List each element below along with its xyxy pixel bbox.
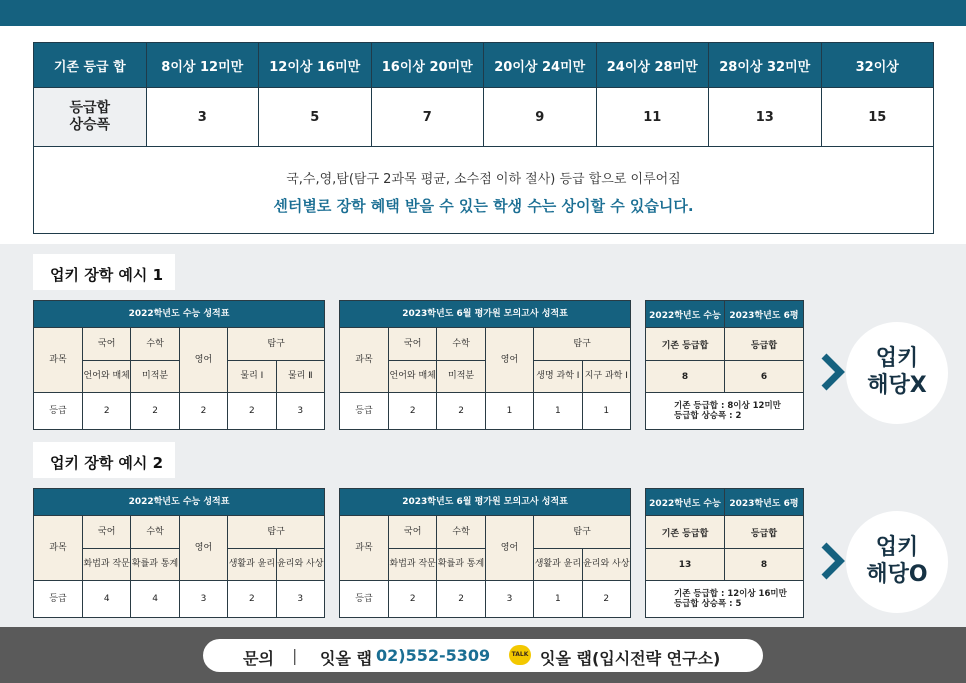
score-table-2022 <box>33 300 325 430</box>
lab-name: 잇올 랩 <box>320 649 372 668</box>
grade-cell: 1 <box>582 393 630 430</box>
value-cell: 13 <box>709 88 822 147</box>
inquiry-elective-2: 윤리와 사상 <box>276 549 324 581</box>
korean-elective: 언어와 매체 <box>83 361 131 393</box>
score-table-2023-june <box>339 300 631 430</box>
summary-col-header: 2022학년도 수능 <box>646 301 725 328</box>
summary-label: 기존 등급합 <box>646 516 725 549</box>
summary-label: 등급합 <box>725 328 804 361</box>
row-label-line1: 등급합 <box>69 100 111 116</box>
grade-cell: 1 <box>534 581 582 618</box>
summary-label: 등급합 <box>725 516 804 549</box>
english-header: 영어 <box>179 516 227 581</box>
summary-value: 8 <box>646 361 725 393</box>
summary-note <box>646 393 804 430</box>
grade-cell: 4 <box>131 581 179 618</box>
inquiry-header: 탐구 <box>534 328 631 361</box>
header-cell: 8이상 12미만 <box>146 43 259 88</box>
value-cell: 9 <box>484 88 597 147</box>
header-cell: 32이상 <box>821 43 934 88</box>
grade-label: 등급 <box>34 393 83 430</box>
result-line1: 업키 <box>875 535 919 560</box>
math-header: 수학 <box>437 516 485 549</box>
kakao-talk-icon: TALK <box>509 645 531 665</box>
result-badge <box>846 511 948 613</box>
english-header: 영어 <box>485 516 533 581</box>
score-table-2022 <box>33 488 325 618</box>
header-cell: 20이상 24미만 <box>484 43 597 88</box>
result-line2: 해당O <box>866 562 928 587</box>
grade-increase-table <box>33 42 934 234</box>
korean-header: 국어 <box>389 516 437 549</box>
inquiry-header: 탐구 <box>534 516 631 549</box>
english-header: 영어 <box>485 328 533 393</box>
row-label <box>34 88 147 147</box>
summary-note-line2: 등급합 상승폭 : 5 <box>674 599 742 609</box>
grade-cell: 2 <box>437 393 485 430</box>
subject-label: 과목 <box>340 516 389 581</box>
summary-table <box>645 488 804 618</box>
chevron-right-icon <box>818 541 846 581</box>
summary-note <box>646 581 804 618</box>
math-elective: 확률과 통계 <box>131 549 179 581</box>
score-table-2023-june <box>339 488 631 618</box>
korean-header: 국어 <box>389 328 437 361</box>
inquiry-elective-2: 지구 과학 Ⅰ <box>582 361 630 393</box>
math-elective: 확률과 통계 <box>437 549 485 581</box>
result-line1: 업키 <box>875 346 919 371</box>
grade-cell: 1 <box>485 393 533 430</box>
grade-cell: 2 <box>437 581 485 618</box>
contact-pill <box>203 639 763 672</box>
value-cell: 7 <box>371 88 484 147</box>
grade-label: 등급 <box>34 581 83 618</box>
result-line2: 해당X <box>867 373 927 398</box>
divider: | <box>292 646 298 665</box>
summary-value: 13 <box>646 549 725 581</box>
summary-table <box>645 300 804 430</box>
result-badge <box>846 322 948 424</box>
grade-cell: 2 <box>228 393 276 430</box>
value-cell: 15 <box>821 88 934 147</box>
inquiry-elective-2: 물리 Ⅱ <box>276 361 324 393</box>
subject-label: 과목 <box>34 328 83 393</box>
example-title: 업키 장학 예시 2 <box>33 442 175 478</box>
summary-col-header: 2022학년도 수능 <box>646 489 725 516</box>
top-banner <box>0 0 966 26</box>
row-label-line2: 상승폭 <box>69 117 111 133</box>
phone-number[interactable]: 02)552-5309 <box>376 646 491 665</box>
grade-cell: 4 <box>83 581 131 618</box>
grade-cell: 3 <box>276 393 324 430</box>
value-cell: 3 <box>146 88 259 147</box>
table-caption: 2022학년도 수능 성적표 <box>34 301 325 328</box>
math-header: 수학 <box>131 328 179 361</box>
grade-cell: 2 <box>389 393 437 430</box>
summary-col-header: 2023학년도 6평 <box>725 301 804 328</box>
inquiry-elective-1: 물리 Ⅰ <box>228 361 276 393</box>
contact-label: 문의 <box>243 649 274 668</box>
chevron-right-icon <box>818 352 846 392</box>
inquiry-header: 탐구 <box>228 516 325 549</box>
note-cell <box>34 147 934 234</box>
table-caption: 2023학년도 6월 평가원 모의고사 성적표 <box>340 489 631 516</box>
grade-cell: 2 <box>389 581 437 618</box>
grade-label: 등급 <box>340 581 389 618</box>
note-highlight: 센터별로 장학 혜택 받을 수 있는 학생 수는 상이할 수 있습니다. <box>273 197 694 215</box>
korean-header: 국어 <box>83 516 131 549</box>
header-cell: 28이상 32미만 <box>709 43 822 88</box>
note-text: 국,수,영,탐(탐구 2과목 평균, 소수점 이하 절사) 등급 합으로 이루어짐 <box>286 172 681 187</box>
summary-value: 6 <box>725 361 804 393</box>
korean-elective: 화법과 작문 <box>83 549 131 581</box>
header-cell: 기존 등급 합 <box>34 43 147 88</box>
summary-note-line2: 등급합 상승폭 : 2 <box>674 411 742 421</box>
english-header: 영어 <box>179 328 227 393</box>
math-header: 수학 <box>437 328 485 361</box>
summary-value: 8 <box>725 549 804 581</box>
subject-label: 과목 <box>340 328 389 393</box>
math-header: 수학 <box>131 516 179 549</box>
inquiry-elective-2: 윤리와 사상 <box>582 549 630 581</box>
header-cell: 16이상 20미만 <box>371 43 484 88</box>
value-cell: 11 <box>596 88 709 147</box>
summary-label: 기존 등급합 <box>646 328 725 361</box>
header-cell: 12이상 16미만 <box>259 43 372 88</box>
grade-cell: 3 <box>485 581 533 618</box>
grade-cell: 2 <box>131 393 179 430</box>
inquiry-elective-1: 생활과 윤리 <box>534 549 582 581</box>
summary-note-line1: 기존 등급합 : 12이상 16미만 <box>674 589 787 599</box>
grade-cell: 1 <box>534 393 582 430</box>
header-cell: 24이상 28미만 <box>596 43 709 88</box>
kakao-channel-name[interactable]: 잇올 랩(입시전략 연구소) <box>540 649 721 668</box>
math-elective: 미적분 <box>131 361 179 393</box>
table-caption: 2023학년도 6월 평가원 모의고사 성적표 <box>340 301 631 328</box>
example-title: 업키 장학 예시 1 <box>33 254 175 290</box>
math-elective: 미적분 <box>437 361 485 393</box>
summary-col-header: 2023학년도 6평 <box>725 489 804 516</box>
grade-cell: 2 <box>83 393 131 430</box>
grade-cell: 2 <box>582 581 630 618</box>
inquiry-header: 탐구 <box>228 328 325 361</box>
grade-cell: 3 <box>179 581 227 618</box>
korean-elective: 화법과 작문 <box>389 549 437 581</box>
grade-cell: 2 <box>179 393 227 430</box>
value-cell: 5 <box>259 88 372 147</box>
korean-header: 국어 <box>83 328 131 361</box>
table-caption: 2022학년도 수능 성적표 <box>34 489 325 516</box>
grade-cell: 3 <box>276 581 324 618</box>
korean-elective: 언어와 매체 <box>389 361 437 393</box>
inquiry-elective-1: 생활과 윤리 <box>228 549 276 581</box>
subject-label: 과목 <box>34 516 83 581</box>
summary-note-line1: 기존 등급합 : 8이상 12미만 <box>674 401 781 411</box>
inquiry-elective-1: 생명 과학 Ⅰ <box>534 361 582 393</box>
grade-label: 등급 <box>340 393 389 430</box>
grade-cell: 2 <box>228 581 276 618</box>
